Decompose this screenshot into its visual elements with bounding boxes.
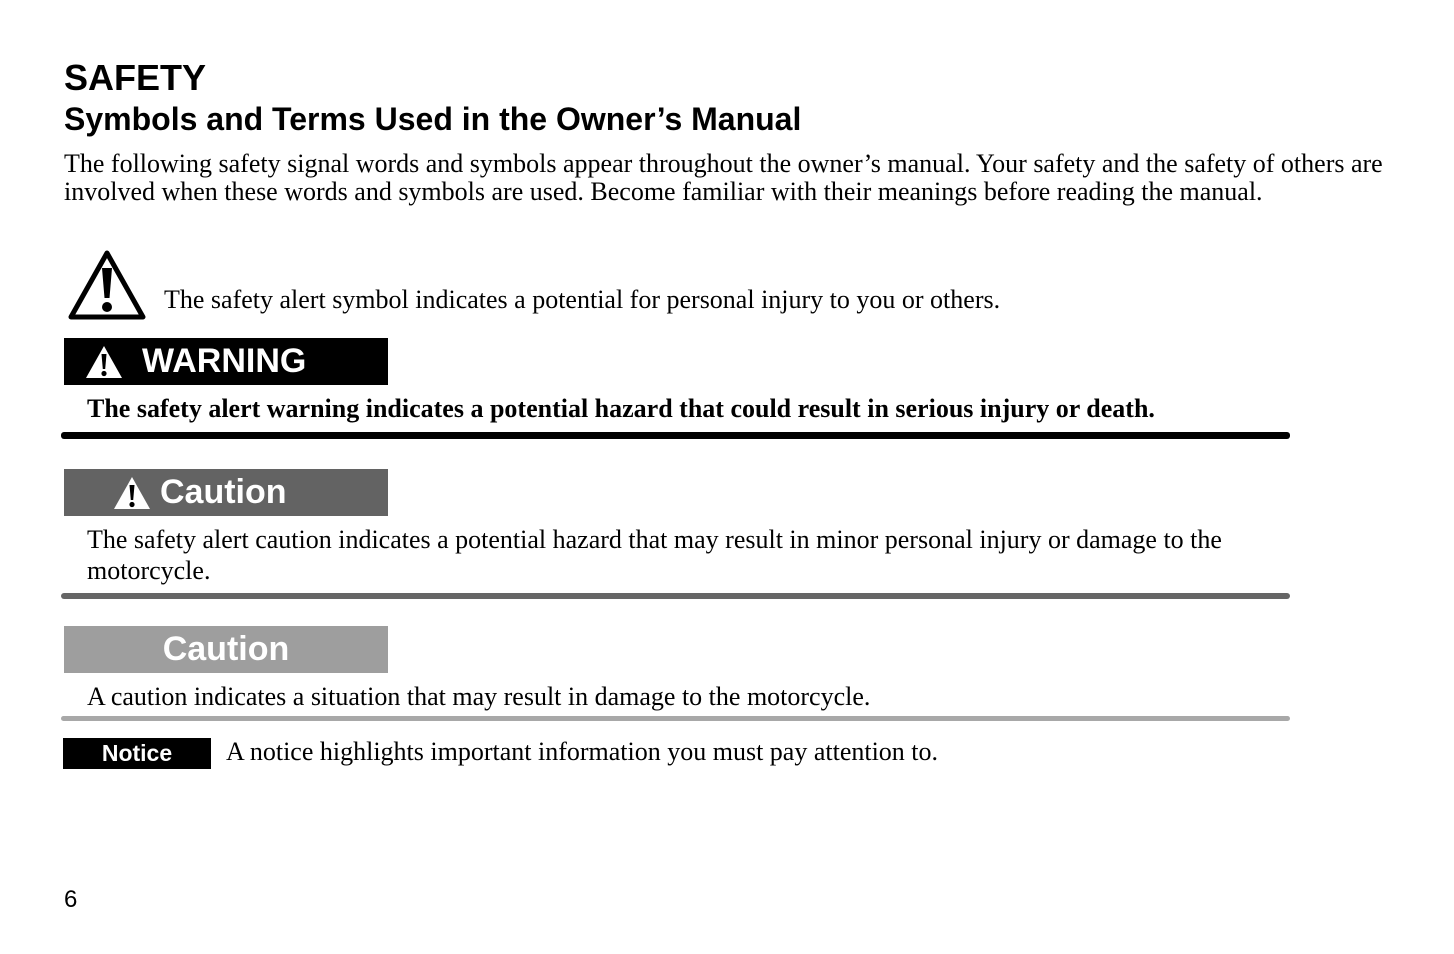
caution-description: A caution indicates a situation that may result in damage to the motorcycle.	[87, 682, 871, 711]
warning-triangle-icon	[84, 344, 124, 380]
page-subtitle: Symbols and Terms Used in the Owner’s Manual	[64, 101, 802, 137]
alert-symbol-description: The safety alert symbol indicates a potential for personal injury to you or others.	[164, 285, 1001, 314]
warning-divider	[61, 432, 1290, 439]
warning-triangle-icon	[112, 475, 152, 511]
notice-label: Notice	[63, 738, 211, 769]
notice-description: A notice highlights important information you must pay attention to.	[226, 737, 939, 766]
caution-alert-label	[64, 469, 388, 516]
warning-description: The safety alert warning indicates a potential hazard that could result in serious injury or death.	[87, 394, 1155, 423]
caution-label	[64, 626, 388, 673]
warning-triangle-icon	[66, 248, 148, 322]
caution-alert-label-text: Caution	[160, 473, 287, 511]
intro-paragraph: The following safety signal words and symbols appear throughout the owner’s manual. Your safety and the safety of others are involved when these words and symbols are used. Become familiar with their meanings before reading the manual.	[64, 149, 1383, 206]
warning-label-text: WARNING	[142, 342, 307, 380]
caution-divider	[61, 716, 1290, 721]
warning-label	[64, 338, 388, 385]
caution-label-text: Caution	[162, 630, 290, 668]
caution-alert-divider	[61, 593, 1290, 599]
page-number: 6	[64, 886, 78, 913]
caution-alert-description: The safety alert caution indicates a potential hazard that may result in minor personal injury or damage to the motorcycle.	[87, 525, 1222, 585]
page-title: SAFETY	[64, 57, 207, 98]
